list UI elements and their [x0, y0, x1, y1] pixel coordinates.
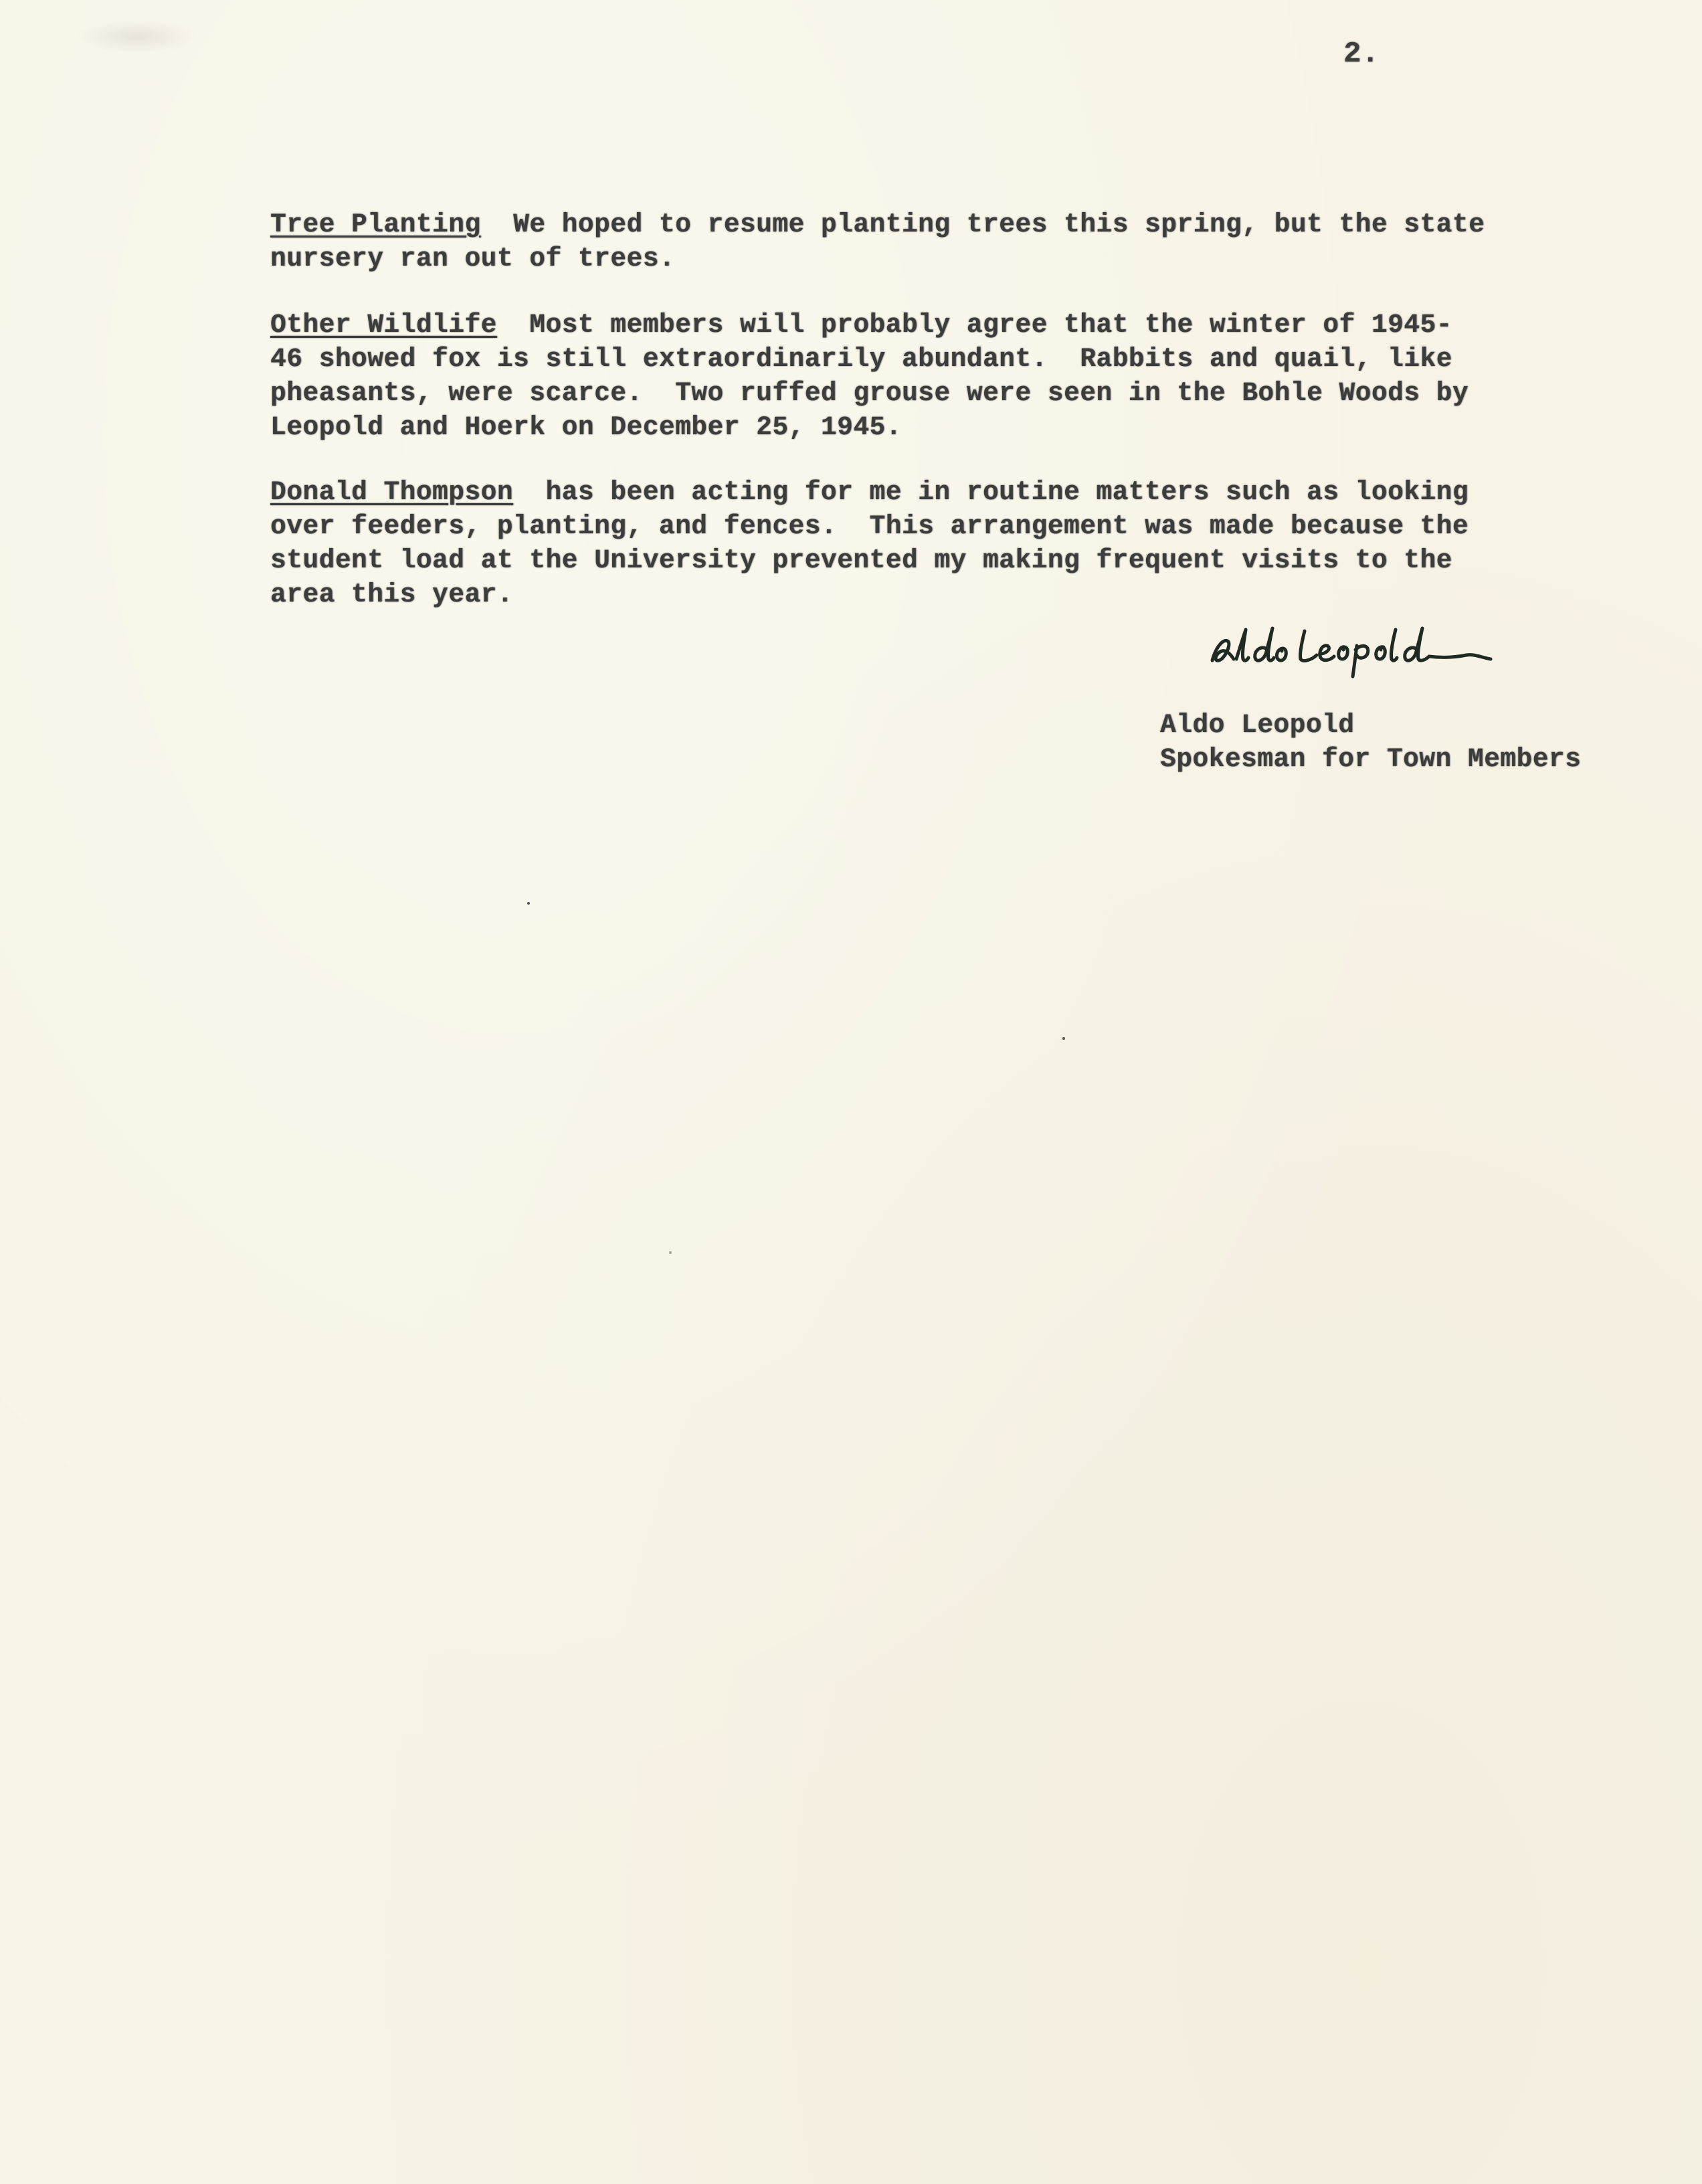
paragraph-body: Most members will probably agree that the winter of 1945- 46 showed fox is still extraordinarily abundant. Rabbits and quail, like pheasants, were scarce. Two ruffed grouse were seen in the Bohle Woods by Leopold and Hoerk on December 25, 1945. — [270, 310, 1469, 442]
paragraph-heading: Tree Planting — [270, 209, 481, 240]
paper-speck — [527, 902, 530, 905]
handwritten-signature — [1204, 619, 1499, 679]
paragraph-body: We hoped to resume planting trees this spring, but the state nursery ran out of trees. — [270, 209, 1485, 274]
paragraph-heading: Other Wildlife — [270, 310, 497, 340]
signer-title: Spokesman for Town Members — [1160, 744, 1582, 774]
signer-block — [1160, 708, 1581, 776]
paper-speck — [1062, 1037, 1065, 1040]
paragraph-donald-thompson — [270, 475, 1535, 612]
paper-smudge — [77, 20, 197, 54]
paragraph-tree-planting — [270, 207, 1535, 276]
paragraph-body: has been acting for me in routine matters such as looking over feeders, planting, and fences. This arrangement was made because the student load at the University prevented my making frequent visits to the area this year. — [270, 477, 1469, 610]
paragraph-heading: Donald Thompson — [270, 477, 514, 507]
page-number: 2. — [1343, 37, 1380, 71]
paragraph-other-wildlife — [270, 308, 1535, 444]
paper-speck — [669, 1251, 672, 1254]
signer-name: Aldo Leopold — [1160, 710, 1355, 740]
